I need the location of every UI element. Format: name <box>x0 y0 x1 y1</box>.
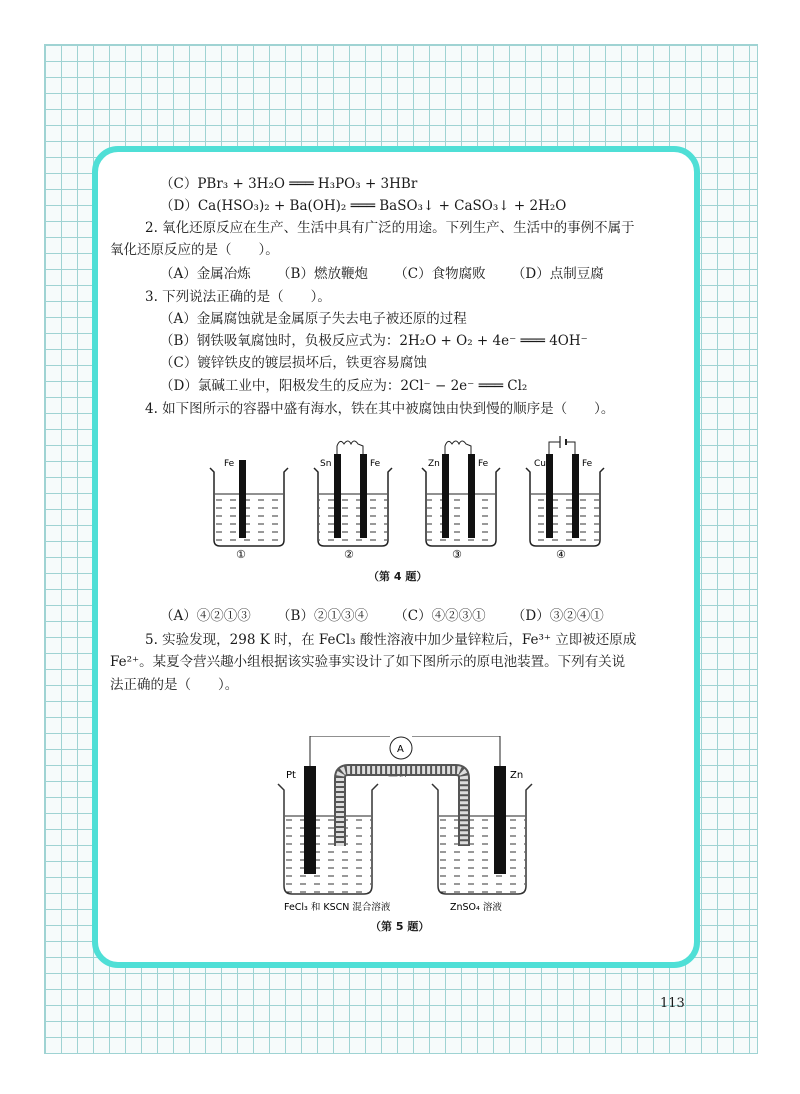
page-number: 113 <box>660 996 685 1011</box>
beaker-3-number: ③ <box>452 548 462 561</box>
q3-option-a: （A）金属腐蚀就是金属原子失去电子被还原的过程 <box>160 311 467 327</box>
beaker-1-number: ① <box>236 548 246 561</box>
q2-option-c: （C）食物腐败 <box>394 266 486 282</box>
q3-stem: 3. 下列说法正确的是（ ）。 <box>145 289 331 305</box>
right-solution-label: ZnSO₄ 溶液 <box>450 902 502 913</box>
beaker-2-number: ② <box>344 548 354 561</box>
q1-option-c: （C）PBr₃ + 3H₂O ═══ H₃PO₃ + 3HBr <box>160 176 418 192</box>
pt-label: Pt <box>286 770 296 781</box>
zn-electrode <box>494 766 506 874</box>
q2-stem-line2: 氧化还原反应的是（ ）。 <box>110 242 279 258</box>
zn-label: Zn <box>510 770 524 781</box>
q2-option-b: （B）燃放鞭炮 <box>277 266 368 282</box>
ammeter-label: A <box>397 744 404 755</box>
beaker-3-left-label: Zn <box>428 459 440 469</box>
beaker-2 <box>314 441 392 561</box>
q3-option-c: （C）镀锌铁皮的镀层损坏后，铁更容易腐蚀 <box>160 355 427 371</box>
beaker-1 <box>210 459 288 561</box>
q1-option-d: （D）Ca(HSO₃)₂ + Ba(OH)₂ ═══ BaSO₃↓ + CaSO₃↓ + 2H₂O <box>160 198 567 214</box>
beaker-2-right-label: Fe <box>370 459 381 469</box>
q4-option-d: （D）③②④① <box>511 608 604 624</box>
q4-caption: （第 4 题） <box>368 570 428 583</box>
beaker-3 <box>422 441 500 561</box>
q3-option-b: （B）钢铁吸氧腐蚀时，负极反应式为：2H₂O + O₂ + 4e⁻ ═══ 4OH⁻ <box>160 333 588 349</box>
beaker-2-left-label: Sn <box>320 459 332 469</box>
pt-electrode <box>304 766 316 874</box>
left-solution-label: FeCl₃ 和 KSCN 混合溶液 <box>284 902 391 913</box>
right-wire <box>412 736 500 766</box>
left-wire <box>310 736 390 766</box>
q4-figure <box>200 432 620 562</box>
beaker-4-number: ④ <box>556 548 566 561</box>
q4-option-b: （B）②①③④ <box>277 608 368 624</box>
beaker-4-left-label: Cu <box>534 459 546 469</box>
salt-bridge-label: 盐桥 <box>388 768 408 779</box>
q4-stem: 4. 如下图所示的容器中盛有海水，铁在其中被腐蚀由快到慢的顺序是（ ）。 <box>145 401 615 417</box>
q5-line1: 5. 实验发现，298 K 时，在 FeCl₃ 酸性溶液中加少量锌粒后，Fe³⁺ 立即被还原成 <box>145 632 637 648</box>
beaker-4-right-label: Fe <box>582 459 593 469</box>
beaker-1-electrode-label: Fe <box>224 459 235 469</box>
q2-option-d: （D）点制豆腐 <box>511 266 604 282</box>
beaker-3-right-label: Fe <box>478 459 489 469</box>
q4-option-c: （C）④②③① <box>394 608 486 624</box>
q4-options <box>160 606 626 626</box>
beaker-4 <box>526 436 604 561</box>
q5-line3: 法正确的是（ ）。 <box>110 677 239 693</box>
q4-option-a: （A）④②①③ <box>160 608 251 624</box>
q2-options <box>160 264 626 284</box>
q5-caption: （第 5 题） <box>370 920 430 933</box>
q3-option-d: （D）氯碱工业中，阳极发生的反应为：2Cl⁻ − 2e⁻ ═══ Cl₂ <box>160 378 528 394</box>
q5-figure <box>270 736 540 916</box>
q2-stem-line1: 2. 氧化还原反应在生产、生活中具有广泛的用途。下列生产、生活中的事例不属于 <box>145 220 635 236</box>
q5-line2: Fe²⁺。某夏令营兴趣小组根据该实验事实设计了如下图所示的原电池装置。下列有关说 <box>110 654 626 670</box>
q2-option-a: （A）金属冶炼 <box>160 266 251 282</box>
